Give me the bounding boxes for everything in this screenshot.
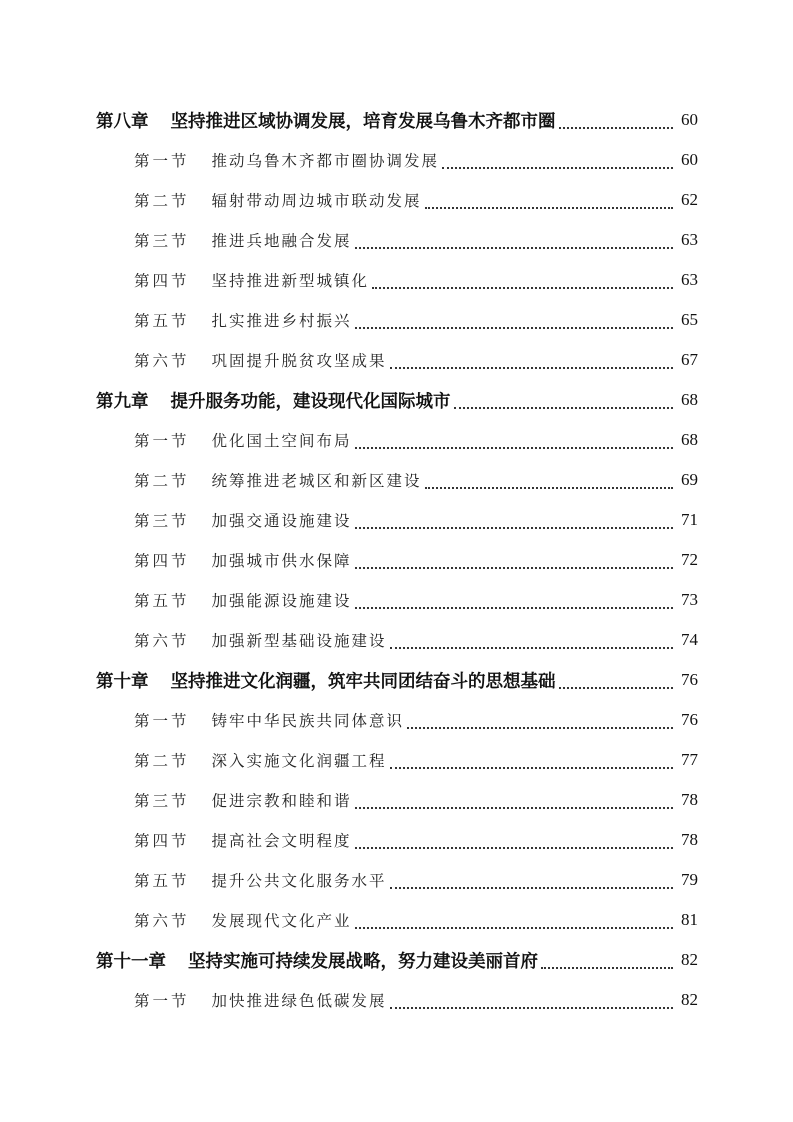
toc-section-entry[interactable]	[0, 820, 793, 860]
dot-leader	[442, 166, 673, 169]
dot-leader	[407, 726, 673, 729]
toc-entry-label	[96, 948, 538, 973]
toc-entry-label	[96, 668, 556, 693]
toc-section-entry[interactable]	[0, 780, 793, 820]
section-title: 提升公共文化服务水平	[211, 872, 387, 890]
toc-section-entry[interactable]	[0, 460, 793, 500]
toc-entry-label	[134, 989, 387, 1011]
page-number: 77	[681, 750, 698, 769]
dot-leader	[355, 606, 673, 609]
toc-chapter-entry[interactable]	[0, 940, 793, 980]
toc-chapter-entry[interactable]	[0, 380, 793, 420]
toc-entry-label	[134, 309, 352, 331]
section-title: 辐射带动周边城市联动发展	[211, 192, 422, 210]
dot-leader	[355, 446, 673, 449]
page-number: 67	[681, 350, 698, 369]
page-number: 79	[681, 870, 698, 889]
section-title: 巩固提升脱贫攻坚成果	[211, 352, 387, 370]
section-title: 坚持推进新型城镇化	[211, 272, 370, 290]
toc-entry-label	[134, 229, 352, 251]
dot-leader	[355, 246, 673, 249]
section-title: 加强城市供水保障	[211, 552, 352, 570]
section-title: 扎实推进乡村振兴	[211, 312, 352, 330]
toc-section-entry[interactable]	[0, 980, 793, 1020]
section-number: 第一节	[134, 992, 190, 1010]
toc-section-entry[interactable]	[0, 860, 793, 900]
section-title: 加强新型基础设施建设	[211, 632, 387, 650]
dot-leader	[355, 326, 673, 329]
dot-leader	[454, 406, 674, 409]
section-number: 第四节	[134, 832, 190, 850]
section-title: 提高社会文明程度	[211, 832, 352, 850]
toc-entry-label	[134, 349, 387, 371]
toc-entry-label	[134, 869, 387, 891]
page-number: 65	[681, 310, 698, 329]
chapter-number: 第十章	[96, 671, 149, 692]
page-number: 73	[681, 590, 698, 609]
dot-leader	[355, 566, 673, 569]
section-number: 第一节	[134, 152, 190, 170]
page-number: 68	[681, 390, 698, 409]
toc-entry-label	[134, 269, 369, 291]
toc-section-entry[interactable]	[0, 900, 793, 940]
toc-section-entry[interactable]	[0, 220, 793, 260]
toc-entry-label	[134, 149, 439, 171]
chapter-title: 提升服务功能，建设现代化国际城市	[170, 391, 451, 412]
toc-section-entry[interactable]	[0, 540, 793, 580]
chapter-title: 坚持实施可持续发展战略，努力建设美丽首府	[188, 951, 538, 972]
dot-leader	[390, 1006, 673, 1009]
section-number: 第一节	[134, 432, 190, 450]
chapter-title: 坚持推进文化润疆，筑牢共同团结奋斗的思想基础	[170, 671, 556, 692]
section-number: 第二节	[134, 192, 190, 210]
toc-entry-label	[134, 789, 352, 811]
page-number: 72	[681, 550, 698, 569]
toc-chapter-entry[interactable]	[0, 100, 793, 140]
dot-leader	[425, 206, 673, 209]
toc-entry-label	[134, 629, 387, 651]
section-title: 优化国土空间布局	[211, 432, 352, 450]
section-title: 加强交通设施建设	[211, 512, 352, 530]
section-title: 推动乌鲁木齐都市圈协调发展	[211, 152, 440, 170]
toc-section-entry[interactable]	[0, 300, 793, 340]
toc-entry-label	[134, 429, 352, 451]
dot-leader	[541, 966, 673, 969]
page-number: 82	[681, 950, 698, 969]
page-number: 68	[681, 430, 698, 449]
dot-leader	[372, 286, 673, 289]
section-number: 第五节	[134, 592, 190, 610]
section-title: 推进兵地融合发展	[211, 232, 352, 250]
section-number: 第四节	[134, 552, 190, 570]
section-number: 第六节	[134, 912, 190, 930]
toc-section-entry[interactable]	[0, 420, 793, 460]
toc-entry-label	[134, 189, 422, 211]
page-number: 60	[681, 110, 698, 129]
section-title: 统筹推进老城区和新区建设	[211, 472, 422, 490]
toc-entry-label	[134, 829, 352, 851]
dot-leader	[390, 646, 673, 649]
dot-leader	[390, 366, 673, 369]
page-number: 74	[681, 630, 698, 649]
section-number: 第四节	[134, 272, 190, 290]
section-title: 加快推进绿色低碳发展	[211, 992, 387, 1010]
dot-leader	[559, 686, 674, 689]
section-number: 第三节	[134, 232, 190, 250]
table-of-contents	[0, 100, 793, 1020]
dot-leader	[390, 886, 673, 889]
section-number: 第三节	[134, 512, 190, 530]
page-number: 62	[681, 190, 698, 209]
toc-entry-label	[134, 709, 404, 731]
toc-entry-label	[134, 509, 352, 531]
toc-section-entry[interactable]	[0, 700, 793, 740]
section-number: 第一节	[134, 712, 190, 730]
toc-section-entry[interactable]	[0, 580, 793, 620]
page-number: 76	[681, 670, 698, 689]
section-number: 第三节	[134, 792, 190, 810]
page-number: 60	[681, 150, 698, 169]
toc-section-entry[interactable]	[0, 180, 793, 220]
toc-section-entry[interactable]	[0, 740, 793, 780]
section-title: 铸牢中华民族共同体意识	[211, 712, 405, 730]
dot-leader	[355, 926, 673, 929]
page-number: 76	[681, 710, 698, 729]
dot-leader	[355, 526, 673, 529]
dot-leader	[355, 846, 673, 849]
toc-entry-label	[134, 469, 422, 491]
toc-entry-label	[96, 388, 451, 413]
section-number: 第二节	[134, 472, 190, 490]
toc-entry-label	[134, 549, 352, 571]
section-number: 第六节	[134, 632, 190, 650]
page-number: 78	[681, 790, 698, 809]
dot-leader	[355, 806, 673, 809]
toc-entry-label	[134, 749, 387, 771]
toc-section-entry[interactable]	[0, 620, 793, 660]
page-number: 81	[681, 910, 698, 929]
page-number: 69	[681, 470, 698, 489]
section-title: 促进宗教和睦和谐	[211, 792, 352, 810]
page-number: 63	[681, 270, 698, 289]
section-title: 深入实施文化润疆工程	[211, 752, 387, 770]
toc-entry-label	[134, 589, 352, 611]
section-title: 加强能源设施建设	[211, 592, 352, 610]
toc-entry-label	[134, 909, 352, 931]
toc-section-entry[interactable]	[0, 260, 793, 300]
chapter-title: 坚持推进区域协调发展，培育发展乌鲁木齐都市圈	[170, 111, 556, 132]
section-number: 第五节	[134, 872, 190, 890]
chapter-number: 第十一章	[96, 951, 166, 972]
toc-section-entry[interactable]	[0, 500, 793, 540]
page-number: 63	[681, 230, 698, 249]
section-number: 第六节	[134, 352, 190, 370]
toc-section-entry[interactable]	[0, 340, 793, 380]
section-title: 发展现代文化产业	[211, 912, 352, 930]
chapter-number: 第八章	[96, 111, 149, 132]
toc-section-entry[interactable]	[0, 140, 793, 180]
toc-entry-label	[96, 108, 556, 133]
page-number: 82	[681, 990, 698, 1009]
dot-leader	[425, 486, 673, 489]
dot-leader	[390, 766, 673, 769]
chapter-number: 第九章	[96, 391, 149, 412]
page-number: 78	[681, 830, 698, 849]
toc-chapter-entry[interactable]	[0, 660, 793, 700]
section-number: 第五节	[134, 312, 190, 330]
page-number: 71	[681, 510, 698, 529]
section-number: 第二节	[134, 752, 190, 770]
dot-leader	[559, 126, 674, 129]
